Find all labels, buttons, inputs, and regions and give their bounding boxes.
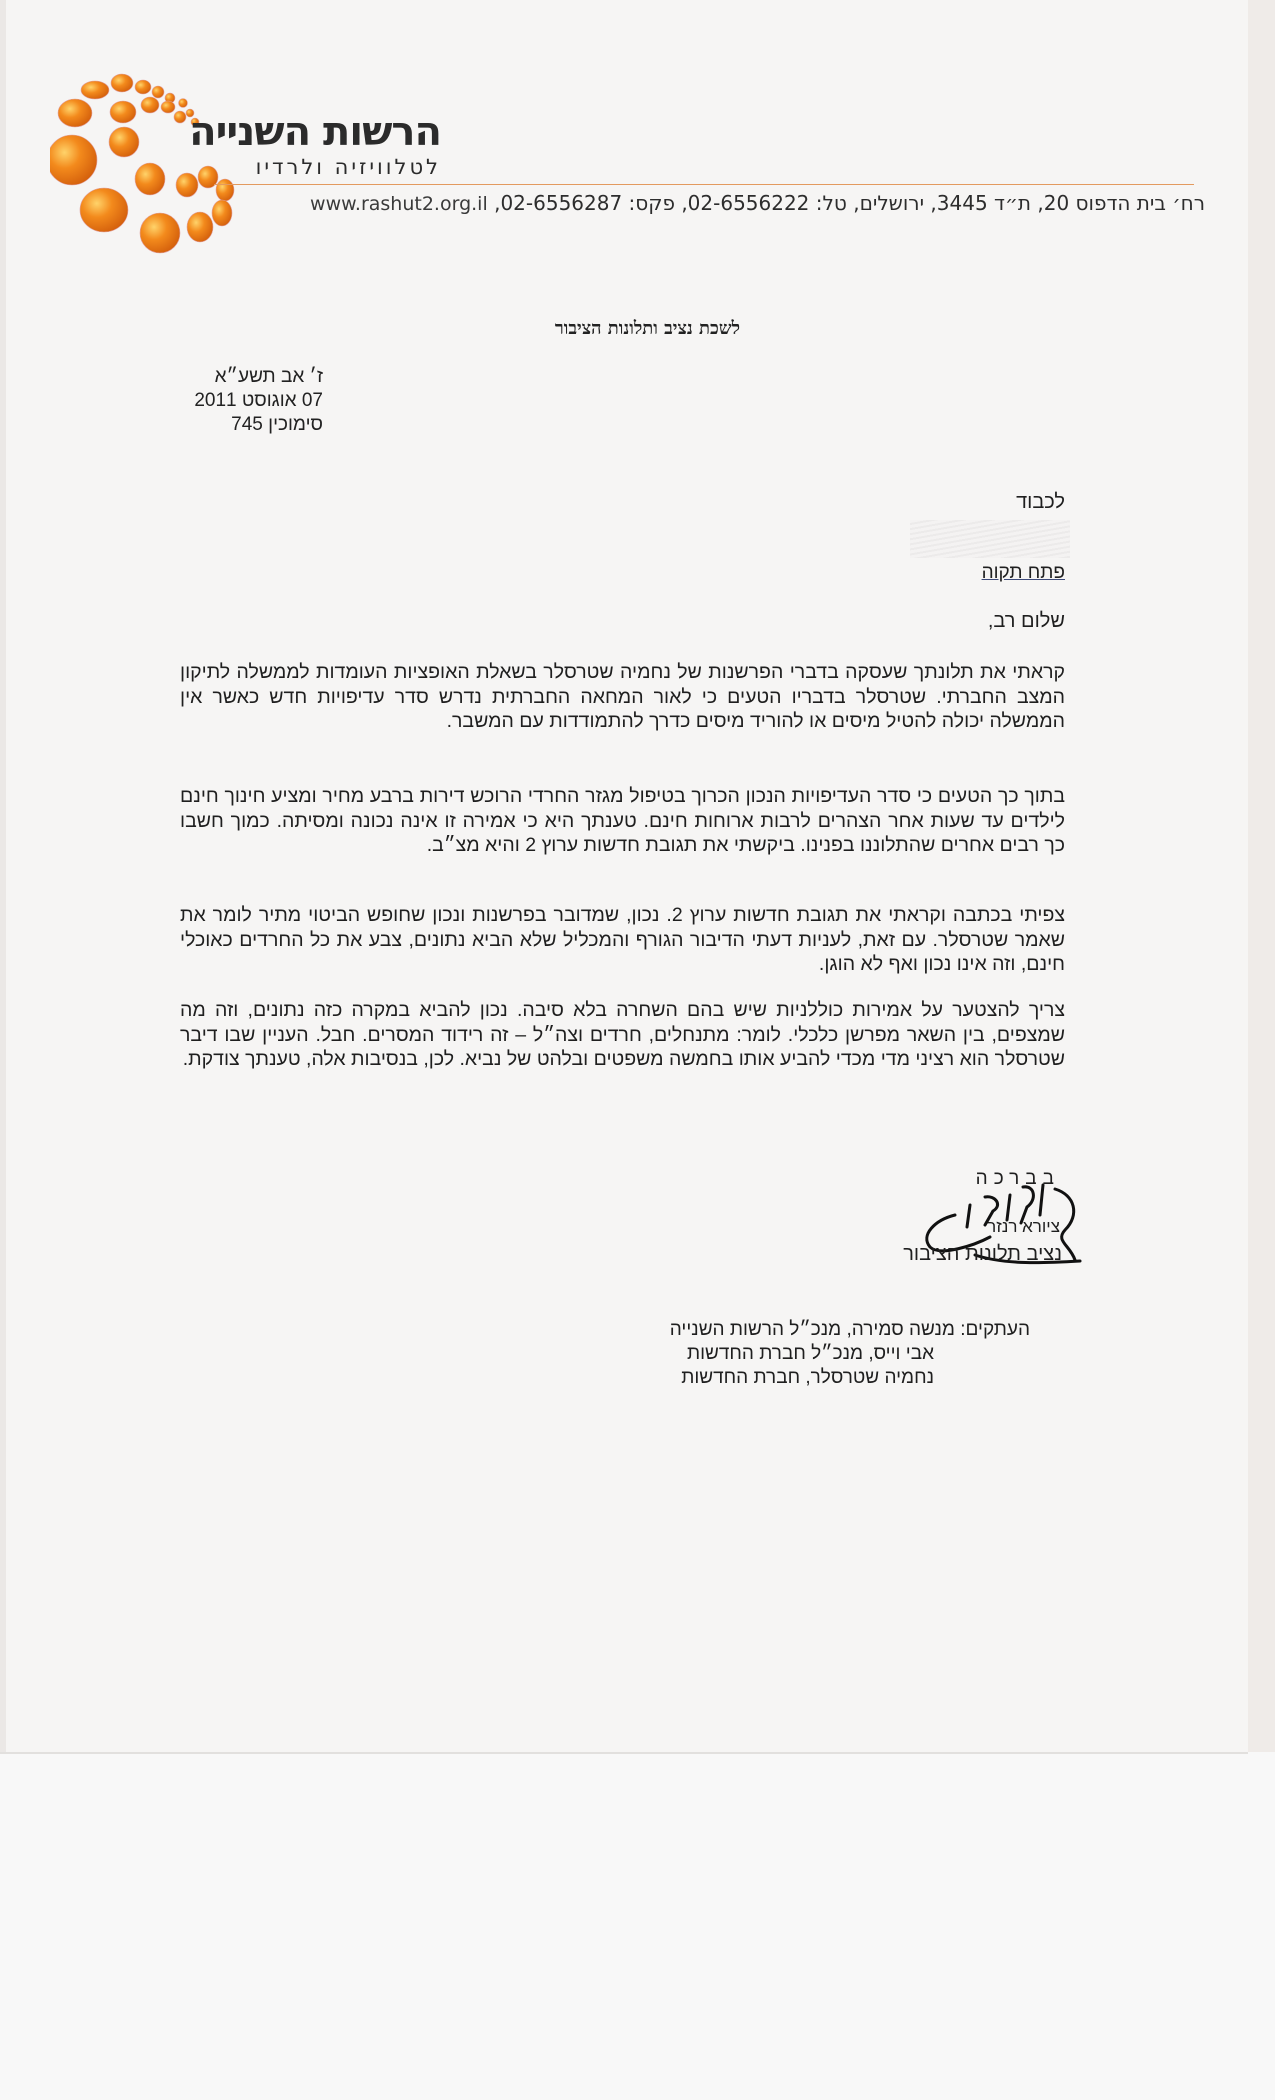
hebrew-date: ז׳ אב תשע״א <box>214 366 323 387</box>
body-paragraph-4: צריך להצטער על אמירות כוללניות שיש בהם השחרה בלא סיבה. נכון להביא במקרה כזה נתונים, וזה מה שמצפים, בין השאר מפרשן כלכלי. לומר: מתנחלים, חרדים וצה״ל – זה רידוד המסרים. חבל. העניין שבו דיבר שטרסלר הוא רציני מדי מכדי להביע אותו בחמשה משפטים ובלהט של נביא. לכן, בנסיבות אלה, טענתך צודקת. <box>180 999 1065 1070</box>
sign-off: בברכה <box>975 1168 1060 1189</box>
page-left-edge <box>0 0 6 1752</box>
recipient-salutation: לכבוד <box>1016 491 1065 513</box>
office-title: לשכת נציב ותלונות הציבור <box>554 318 740 339</box>
organization-name: הרשות השנייה <box>189 109 441 155</box>
organization-subtitle: לטלוויזיה ולרדיו <box>255 155 441 179</box>
address-phone-fax: רח׳ בית הדפוס 20, ת״ד 3445, ירושלים, טל: 02-6556222, פקס: 02-6556287, <box>494 191 1205 215</box>
gregorian-date: 07 אוגוסט 2011 <box>194 390 323 411</box>
website-link[interactable]: www.rashut2.org.il <box>310 193 488 215</box>
greeting: שלום רב, <box>987 610 1065 632</box>
letterhead-divider <box>214 184 1194 185</box>
signer-title: נציב תלונות הציבור <box>903 1243 1062 1265</box>
copy-recipient-1: מנשה סמירה, מנכ״ל הרשות השנייה <box>669 1319 955 1340</box>
recipient-city: פתח תקוה <box>981 562 1065 583</box>
body-paragraph-1: קראתי את תלונתך שעסקה בדברי הפרשנות של נחמיה שטרסלר בשאלת האופציות העומדות לממשלה לתיקון המצב החברתי. שטרסלר בדבריו הטעים כי לאור המחאה החברתית נדרש סדר עדיפויות חדש כאשר אין הממשלה יכולה להטיל מיסים או להוריד מיסים כדרך להתמודדות עם המשבר. <box>180 661 1065 732</box>
copies-section <box>640 1318 1030 1390</box>
letter-meta <box>140 365 323 437</box>
body-paragraph-3: צפיתי בכתבה וקראתי את תגובת חדשות ערוץ 2. נכון, שמדובר בפרשנות ונכון שחופש הביטוי מתיר לומר את שאמר שטרסלר. עם זאת, לעניות דעתי הדיבור הגורף והמכליל שלא הביא נתונים, צבע את כל החרדים כאוכלי חינם, וזה אינו נכון ואף לא הוגן. <box>180 904 1066 975</box>
redacted-recipient-name <box>910 520 1070 558</box>
copy-recipient-2: אבי וייס, מנכ״ל חברת החדשות <box>686 1343 934 1364</box>
orange-dots-logo-icon <box>50 65 250 265</box>
letterhead-contact-line <box>240 190 1205 217</box>
reference-number: סימוכין 745 <box>231 414 323 435</box>
copies-label: העתקים: <box>960 1319 1030 1340</box>
signer-name: ציורא רנזר <box>987 1217 1060 1236</box>
body-paragraph-2: בתוך כך הטעים כי סדר העדיפויות הנכון הכרוך בטיפול מגזר החרדי הרוכש דירות ברבע מחיר ומציע חינוך חינם לילדים עד שעות אחר הצהרים לרבות ארוחות חינם. טענתך היא כי אמירה זו אינה נכונה ומסיתה. כמוך חשבו כך רבים אחרים שהתלוננו בפנינו. ביקשתי את תגובת חדשות ערוץ 2 והיא מצ״ב. <box>180 785 1065 856</box>
copy-recipient-3: נחמיה שטרסלר, חברת החדשות <box>681 1367 934 1388</box>
page-right-edge <box>1248 0 1275 1752</box>
